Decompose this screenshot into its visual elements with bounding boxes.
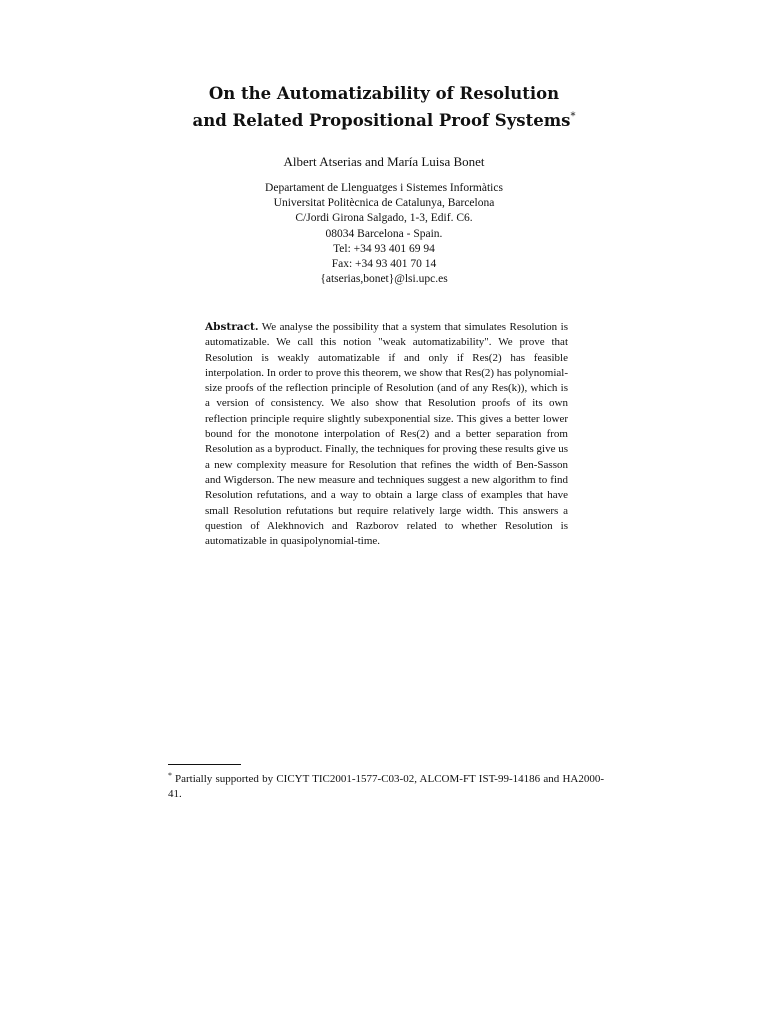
abstract-text: We analyse the possibility that a system that simulates Resolution is automatizable. We call this notion "weak automatizability". We prove that Resolution is weakly automatizable if and only if Res(2) has feasible interpolation. In order to prove this theorem, we show that Res(2) has polynomial-size proofs of the reflection principle of Resolution (and of any Res(k)), which is a version of consistency. We also show that Resolution proofs of its own reflection principle require slightly subexponential size. This gives a better lower bound for the monotone interpolation of Res(2) and a better separation from Resolution as a byproduct. Finally, the techniques for proving these results give us a new complexity measure for Resolution that refines the width of Ben-Sasson and Wigderson. The new measure and techniques suggest a new algorithm to find Resolution refutations, and a way to obtain a large class of examples that have small Resolution refutations but require relatively large width. This answers a question of Alekhnovich and Razborov related to whether Resolution is automatizable in quasipolynomial-time. xyxy=(205,321,568,548)
affiliation-university: Universitat Politècnica de Catalunya, Barcelona xyxy=(273,197,495,210)
title-line-2-text: and Related Propositional Proof Systems xyxy=(192,111,571,130)
affiliation-email: {atserias,bonet}@lsi.upc.es xyxy=(320,273,448,286)
authors: Albert Atserias and María Luisa Bonet xyxy=(283,154,485,169)
abstract xyxy=(205,320,568,549)
affiliation-city: 08034 Barcelona - Spain. xyxy=(325,227,443,240)
footnote xyxy=(168,768,604,802)
footnote-divider xyxy=(168,764,241,765)
affiliation-street: C/Jordi Girona Salgado, 1-3, Edif. C6. xyxy=(295,212,473,225)
affiliation-phone: Tel: +34 93 401 69 94 xyxy=(333,242,435,255)
footnote-mark: * xyxy=(168,771,172,780)
title-line-2 xyxy=(0,105,768,132)
title-footnote-mark: * xyxy=(570,111,576,122)
paper-title xyxy=(0,82,768,132)
affiliation-department: Departament de Llenguatges i Sistemes Informàtics xyxy=(265,182,503,194)
affiliation-block xyxy=(0,181,768,287)
abstract-label: Abstract. xyxy=(205,321,259,333)
title-line-1: On the Automatizability of Resolution xyxy=(208,84,560,103)
footnote-text: Partially supported by CICYT TIC2001-1577-C03-02, ALCOM-FT IST-99-14186 and HA2000-41. xyxy=(168,773,604,800)
affiliation-fax: Fax: +34 93 401 70 14 xyxy=(331,258,437,271)
